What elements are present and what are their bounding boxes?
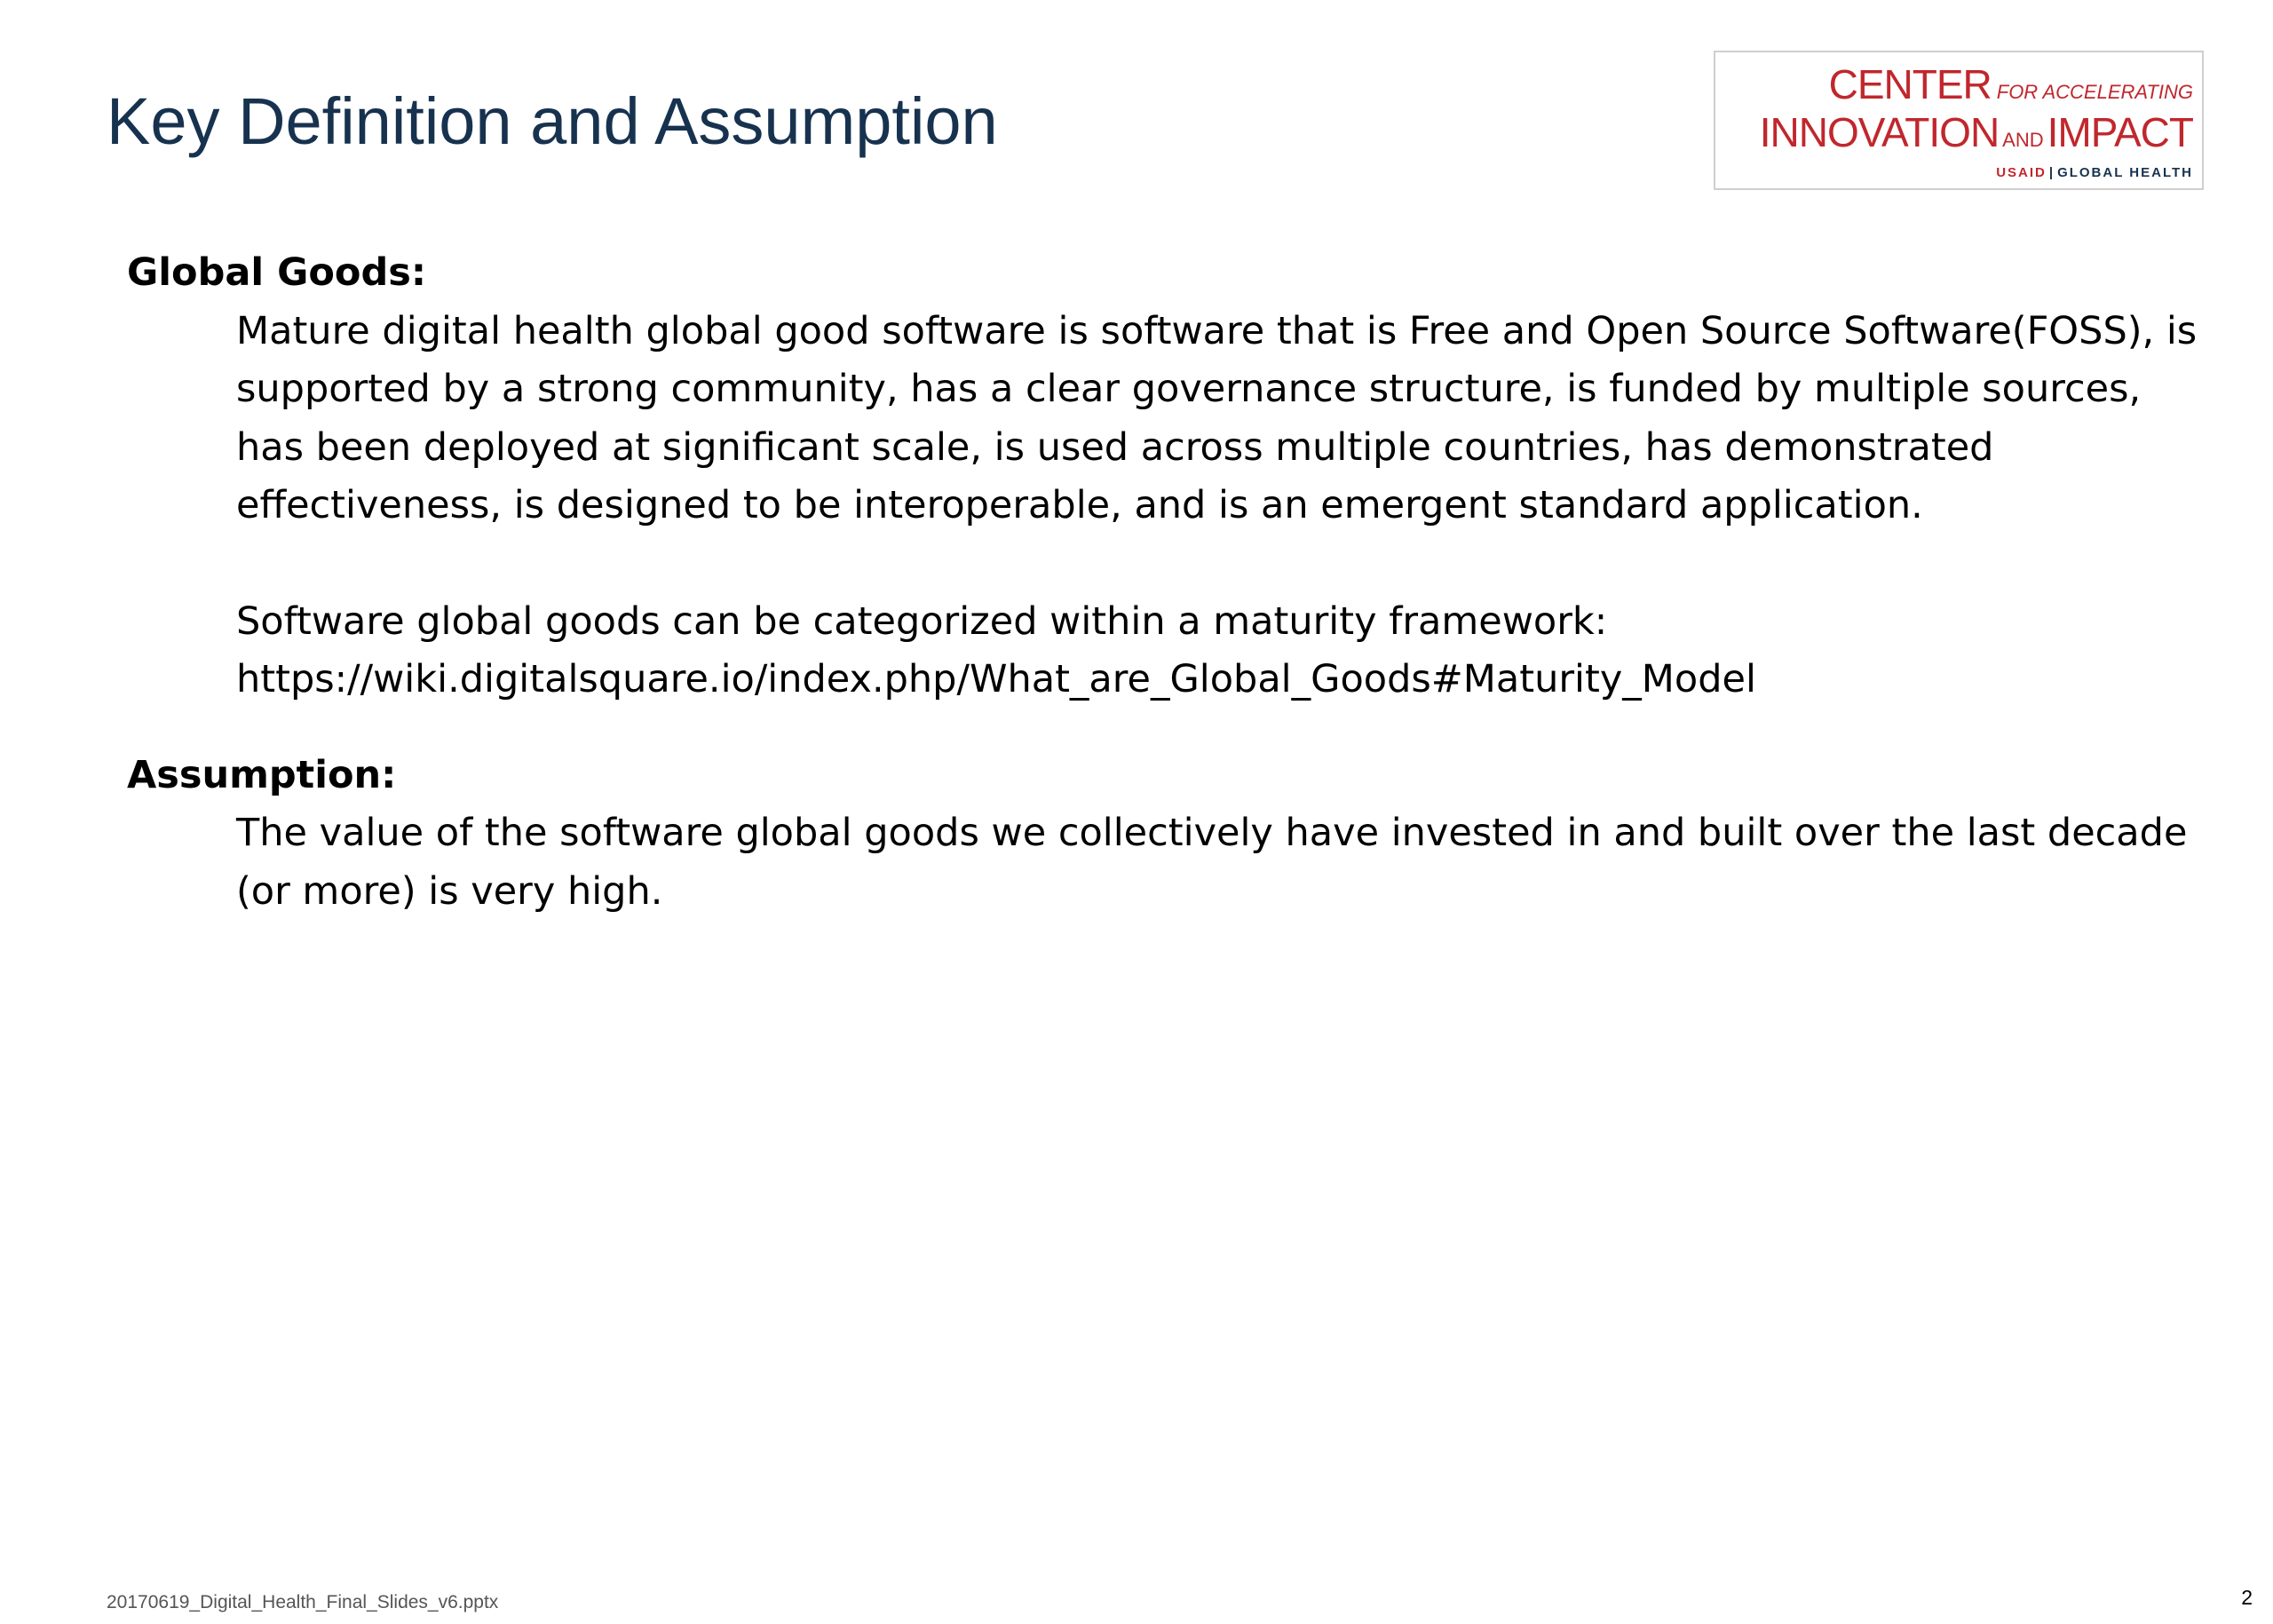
- slide-body: [127, 244, 2205, 921]
- section-spacer: [127, 709, 2205, 747]
- global-goods-definition: Mature digital health global good software is software that is Free and Open Source Software(FOSS), is supported by a strong community, has a clear governance structure, is funded by multiple sources, has been deployed at significant scale, is used across multiple countries, has demonstrated effectiveness, is designed to be interoperable, and is an emergent standard application.: [236, 308, 2198, 527]
- logo-line-1: [1829, 61, 2193, 115]
- global-goods-body: [236, 303, 2205, 709]
- logo-global-health: GLOBAL HEALTH: [2057, 165, 2193, 180]
- logo-innovation-word: INNOVATION: [1759, 109, 2000, 155]
- logo-line-2: [1760, 109, 2193, 155]
- logo-and-word: AND: [2002, 129, 2044, 151]
- logo-line-3: [1996, 165, 2193, 180]
- assumption-text: The value of the software global goods we collectively have invested in and built over the last decade (or more) is very high.: [236, 811, 2188, 914]
- slide-title: Key Definition and Assumption: [107, 84, 998, 158]
- logo-for-accelerating: FOR ACCELERATING: [1996, 81, 2193, 103]
- global-goods-heading: Global Goods:: [127, 250, 427, 295]
- logo-usaid: USAID: [1996, 165, 2047, 180]
- logo-impact-word: IMPACT: [2047, 109, 2193, 155]
- maturity-framework-text: Software global goods can be categorized within a maturity framework:: [236, 598, 1608, 644]
- logo-separator: |: [2048, 165, 2055, 180]
- maturity-model-link[interactable]: https://wiki.digitalsquare.io/index.php/What_are_Global_Goods#Maturity_Model: [236, 657, 1756, 701]
- page-number: 2: [2241, 1586, 2253, 1609]
- logo-center-word: CENTER: [1828, 61, 1992, 107]
- center-logo: [1714, 51, 2204, 190]
- assumption-body: [236, 804, 2205, 921]
- assumption-heading: Assumption:: [127, 752, 397, 797]
- footer-filename: 20170619_Digital_Health_Final_Slides_v6.pptx: [107, 1592, 499, 1612]
- paragraph-spacer: [236, 535, 2205, 593]
